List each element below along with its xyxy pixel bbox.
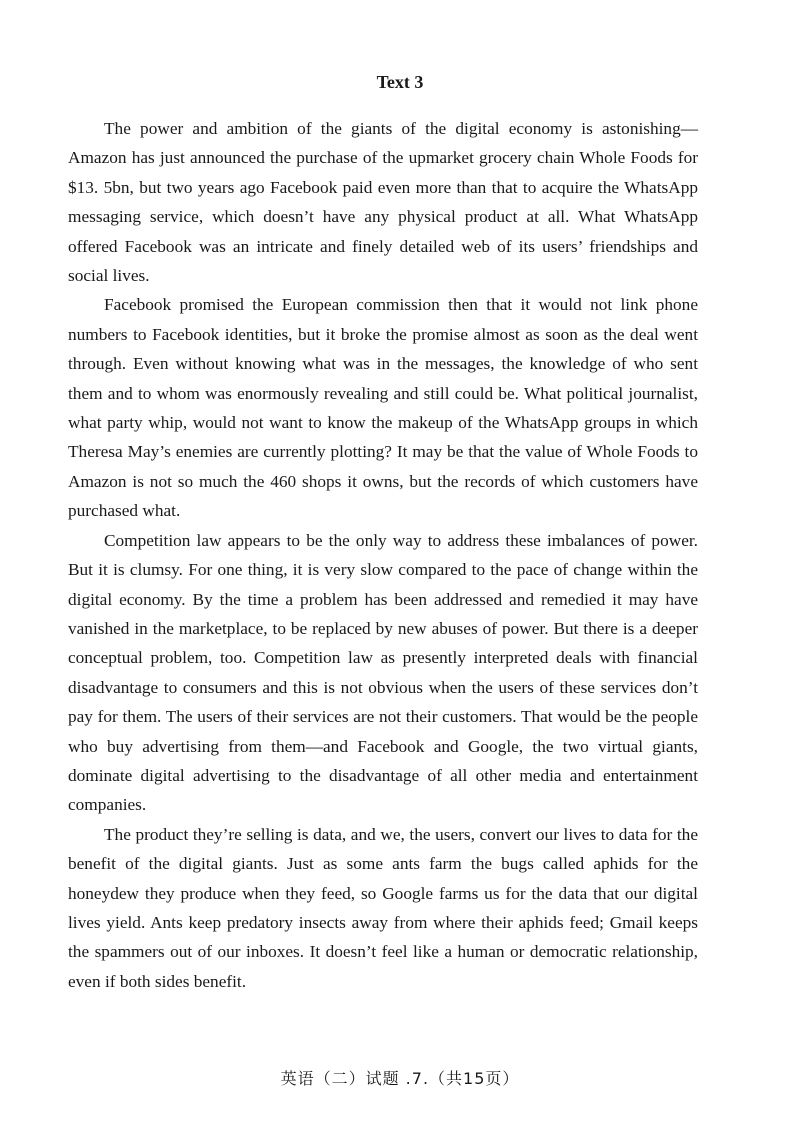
passage-body bbox=[68, 114, 698, 996]
paragraph-4: The product they’re selling is data, and we, the users, convert our lives to data for the benefit of the digital giants. Just as some ants farm the bugs called aphids for the honeydew they produce when they feed, so Google farms us for the data that our digital lives yield. Ants keep predatory insects away from where their aphids feed; Gmail keeps the spammers out of our inboxes. It doesn’t feel like a human or democratic relationship, even if both sides benefit. bbox=[68, 824, 698, 991]
paragraph-2: Facebook promised the European commission then that it would not link phone numbers to Facebook identities, but it broke the promise almost as soon as the deal went through. Even without knowing what was in the messages, the knowledge of who sent them and to whom was enormously revealing and still could be. What political journalist, what party whip, would not want to know the makeup of the WhatsApp groups in which Theresa May’s enemies are currently plotting? It may be that the value of Whole Foods to Amazon is not so much the 460 shops it owns, but the records of which customers have purchased what. bbox=[68, 295, 698, 521]
passage-title: Text 3 bbox=[376, 72, 424, 92]
page-footer: 英语（二）试题 .7.（共15页） bbox=[280, 1069, 520, 1088]
paragraph-1: The power and ambition of the giants of the digital economy is astonishing—Amazon has just announced the purchase of the upmarket grocery chain Whole Foods for $13. 5bn, but two years ago Facebook paid even more than that to acquire the WhatsApp messaging service, which doesn’t have any physical product at all. What WhatsApp offered Facebook was an intricate and finely detailed web of its users’ friendships and social lives. bbox=[68, 119, 698, 286]
paragraph-3: Competition law appears to be the only way to address these imbalances of power. But it is clumsy. For one thing, it is very slow compared to the pace of change within the digital economy. By the time a problem has been addressed and remedied it may have vanished in the marketplace, to be replaced by new abuses of power. But there is a deeper conceptual problem, too. Competition law as presently interpreted deals with financial disadvantage to consumers and this is not obvious when the users of these services don’t pay for them. The users of their services are not their customers. That would be the people who buy advertising from them—and Facebook and Google, the two virtual giants, dominate digital advertising to the disadvantage of all other media and entertainment companies. bbox=[68, 530, 698, 815]
